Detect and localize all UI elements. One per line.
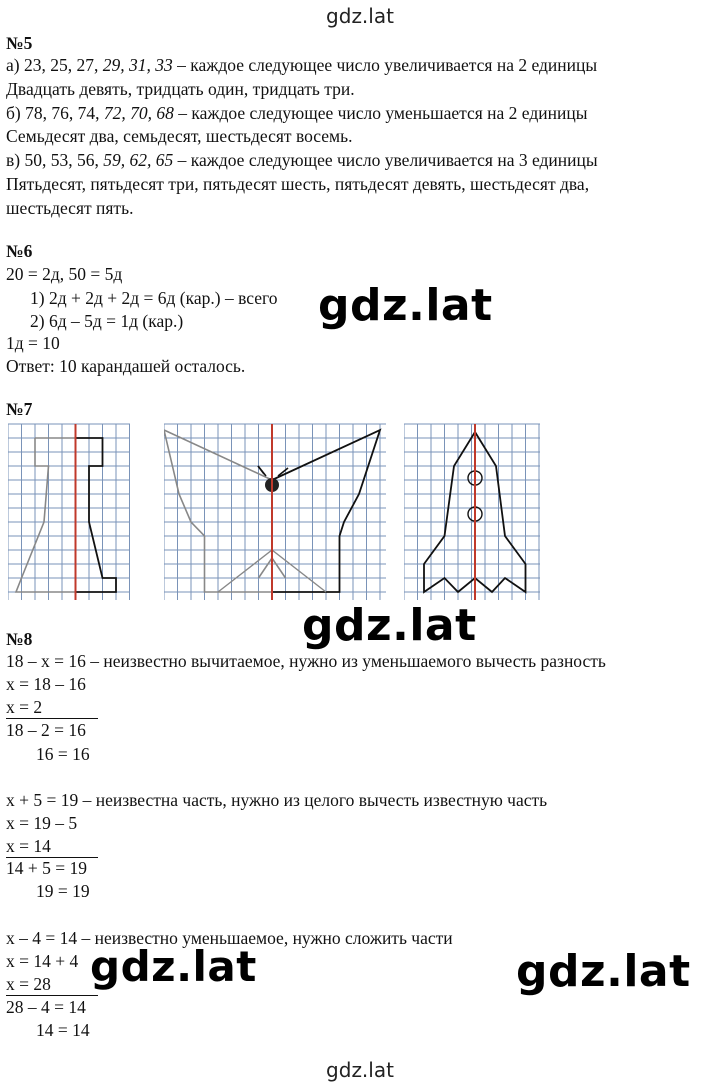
figure-chess-piece [8,422,130,602]
task5-header: №5 [6,33,33,53]
task8-eq2-step2: x = 14 [6,835,98,858]
task8-eq2-step1: x = 19 – 5 [6,813,78,833]
task8-eq1-step1: x = 18 – 16 [6,674,86,694]
task8-eq3-step1: x = 14 + 4 [6,951,79,971]
task8-eq1-result: 16 = 16 [36,744,90,764]
task5-c: в) 50, 53, 56, 59, 62, 65 – каждое следующее число увеличивается на 3 единицы [6,150,598,170]
task7-header: №7 [6,399,33,419]
task5-c-words2: шестьдесят пять. [6,198,134,218]
watermark-bottom-left: gdz.lat [90,942,257,991]
task8-eq3-result: 14 = 14 [36,1020,90,1040]
figure-rocket [404,422,540,602]
watermark-mid2: gdz.lat [302,600,477,651]
task8-eq3: x – 4 = 14 – неизвестно уменьшаемое, нужно сложить части [6,928,453,948]
task6-line1: 20 = 2д, 50 = 5д [6,264,123,284]
figure-butterfly [164,422,386,602]
task8-eq2-check: 14 + 5 = 19 [6,858,87,878]
watermark-bottom-right: gdz.lat [516,946,691,997]
task6-line3: 2) 6д – 5д = 1д (кар.) [30,311,184,331]
task6-line4: 1д = 10 [6,333,60,353]
task5-b-words: Семьдесят два, семьдесят, шестьдесят восемь. [6,126,353,146]
task5-c-words1: Пятьдесят, пятьдесят три, пятьдесят шесть, пятьдесят девять, шестьдесят два, [6,174,590,194]
watermark-bottom: gdz.lat [326,1058,394,1082]
task8-header: №8 [6,629,33,649]
task8-eq1-check: 18 – 2 = 16 [6,720,86,740]
watermark-mid1: gdz.lat [318,280,493,331]
task5-a: а) 23, 25, 27, 29, 31, 33 – каждое следующее число увеличивается на 2 единицы [6,55,598,75]
task6-answer: Ответ: 10 карандашей осталось. [6,356,246,376]
task8-eq1: 18 – x = 16 – неизвестно вычитаемое, нужно из уменьшаемого вычесть разность [6,651,606,671]
task8-eq2-result: 19 = 19 [36,881,90,901]
task6-line2: 1) 2д + 2д + 2д = 6д (кар.) – всего [30,288,278,308]
task8-eq2: x + 5 = 19 – неизвестна часть, нужно из целого вычесть известную часть [6,790,548,810]
task6-header: №6 [6,241,33,261]
task8-eq1-step2: x = 2 [6,696,98,719]
task8-eq3-step2: x = 28 [6,973,98,996]
task8-eq3-check: 28 – 4 = 14 [6,997,86,1017]
task5-a-words: Двадцать девять, тридцать один, тридцать три. [6,79,355,99]
watermark-top: gdz.lat [326,4,394,28]
task5-b: б) 78, 76, 74, 72, 70, 68 – каждое следующее число уменьшается на 2 единицы [6,103,588,123]
